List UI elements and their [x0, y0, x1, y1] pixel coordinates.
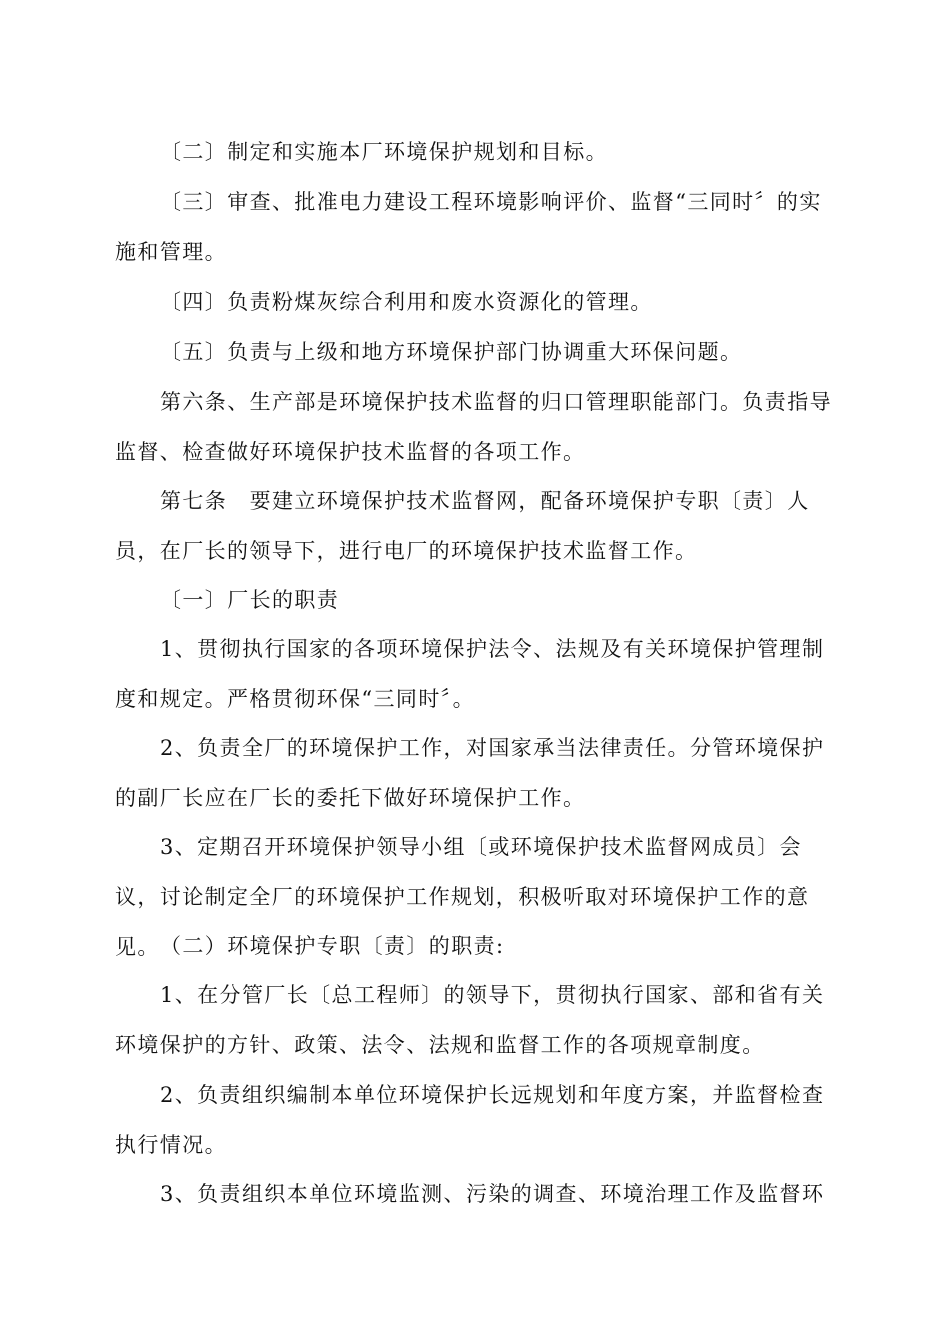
paragraph-item-5: 〔五〕负责与上级和地方环境保护部门协调重大环保问题。: [160, 340, 743, 364]
specialist-duty-3: 3、负责组织本单位环境监测、污染的调查、环境治理工作及监督环: [160, 1182, 825, 1206]
section-heading-director-duties: 〔一〕厂长的职责: [160, 588, 340, 612]
specialist-duty-1: 1、在分管厂长〔总工程师〕的领导下，贯彻执行国家、部和省有关环境保护的方针、政策、法令、法规和监督工作的各项规章制度。: [115, 983, 825, 1057]
director-duty-3: 3、定期召开环境保护领导小组〔或环境保护技术监督网成员〕会议，讨论制定全厂的环境保护工作规划，积极听取对环境保护工作的意见。: [115, 835, 810, 959]
paragraph-item-4: 〔四〕负责粉煤灰综合利用和废水资源化的管理。: [160, 290, 653, 314]
article-7-paragraph: 第七条 要建立环境保护技术监督网，配备环境保护专职〔责〕人员，在厂长的领导下，进行电厂的环境保护技术监督工作。: [115, 489, 810, 563]
specialist-duty-2: 2、负责组织编制本单位环境保护长远规划和年度方案，并监督检查执行情况。: [115, 1083, 825, 1157]
director-duty-2: 2、负责全厂的环境保护工作，对国家承当法律责任。分管环境保护的副厂长应在厂长的委托下做好环境保护工作。: [115, 736, 825, 810]
article-6-paragraph: 第六条、生产部是环境保护技术监督的归口管理职能部门。负责指导监督、检查做好环境保护技术监督的各项工作。: [115, 390, 832, 464]
paragraph-item-2: 〔二〕制定和实施本厂环境保护规划和目标。: [160, 140, 608, 164]
paragraph-item-3: 〔三〕审查、批准电力建设工程环境影响评价、监督“三同时〞的实施和管理。: [115, 190, 822, 264]
section-heading-specialist-duties: （二）环境保护专职〔责〕的职责:: [160, 934, 505, 958]
director-duty-1: 1、贯彻执行国家的各项环境保护法令、法规及有关环境保护管理制度和规定。严格贯彻环保“三同时〞。: [115, 637, 825, 711]
